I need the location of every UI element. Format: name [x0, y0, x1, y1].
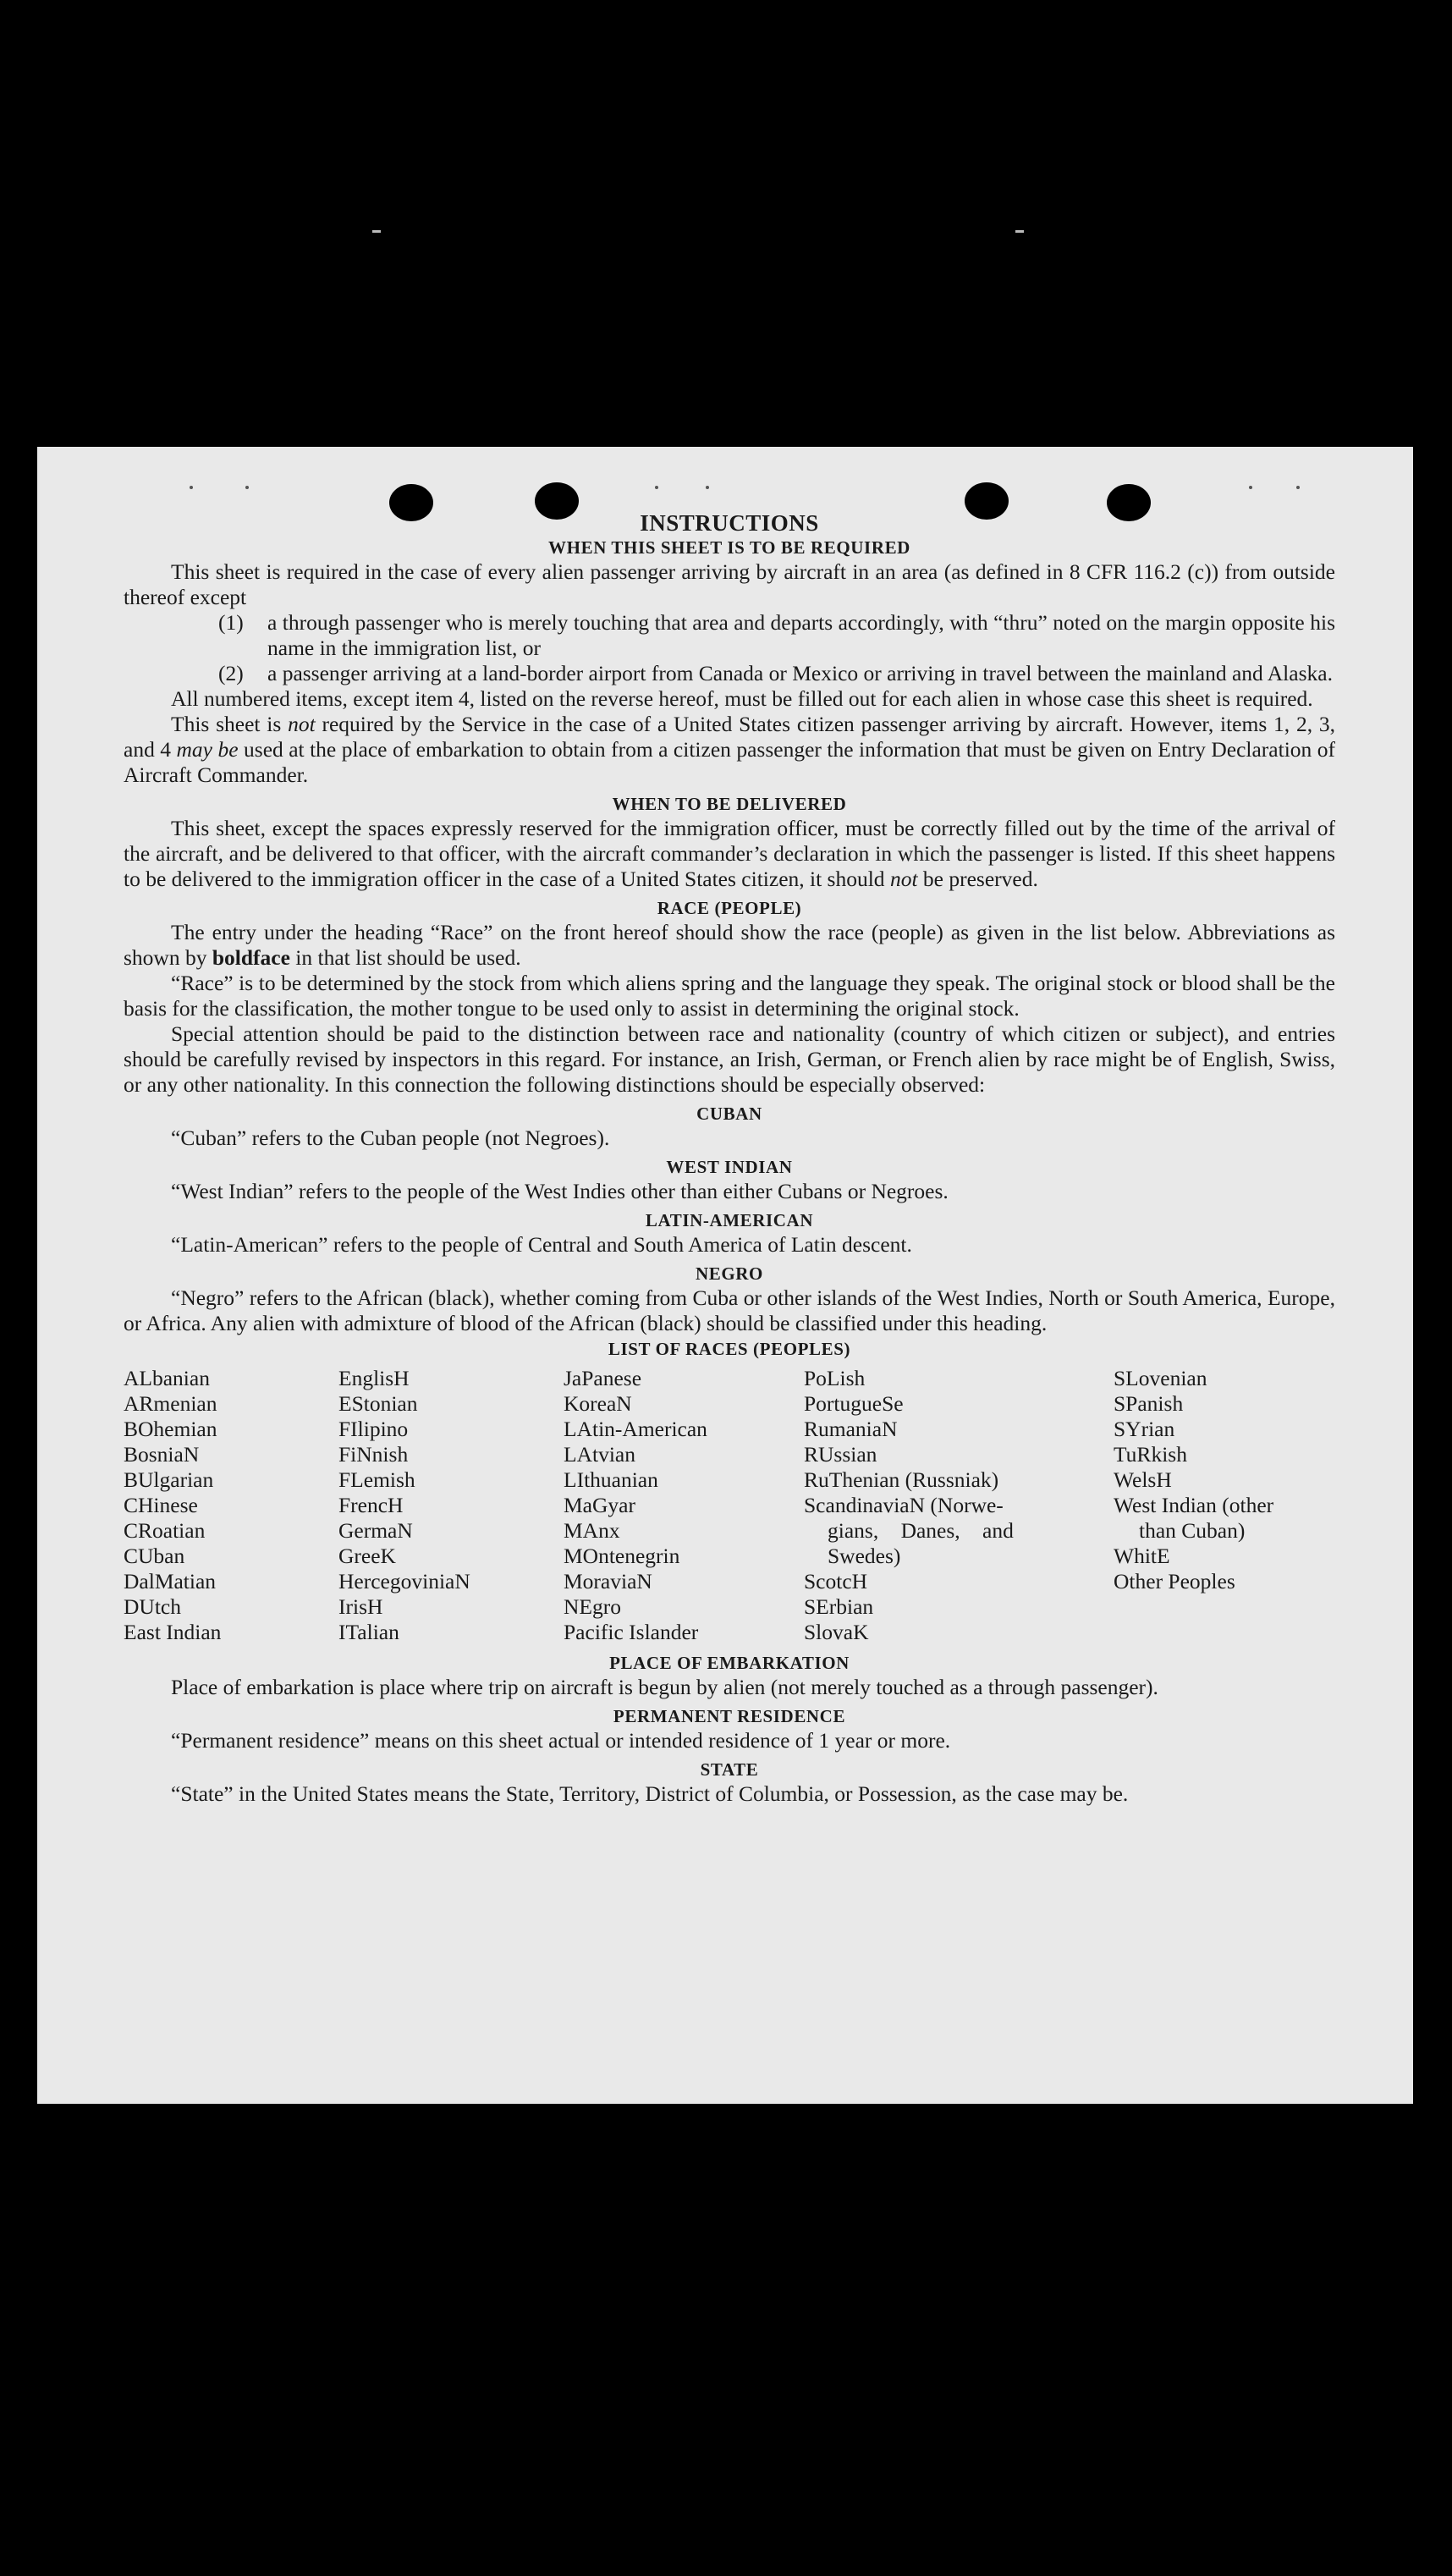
race-entry: EnglisH [338, 1366, 410, 1390]
heading-permanent-residence: PERMANENT RESIDENCE [613, 1706, 846, 1726]
heading-when-delivered: WHEN TO BE DELIVERED [612, 794, 847, 814]
race-entry: CRoatian [124, 1518, 206, 1543]
scan-dot [655, 486, 658, 489]
item-text: a through passenger who is merely touching that area and departs accordingly, with “thru” noted on the margin opposite his name in the immigration list, or [267, 610, 1335, 660]
paragraph: “State” in the United States means the State, Territory, District of Columbia, or Possession, as the case may be. [171, 1781, 1129, 1806]
race-entry: GermaN [338, 1518, 413, 1543]
paragraph: “Cuban” refers to the Cuban people (not Negroes). [171, 1126, 610, 1150]
heading-race: RACE (PEOPLE) [657, 898, 802, 918]
paragraph: All numbered items, except item 4, listed on the reverse hereof, must be filled out for each alien in whose case this sheet is required. [171, 686, 1313, 711]
race-entry: PortugueSe [804, 1391, 904, 1416]
numbered-item [218, 661, 1335, 686]
race-column [564, 1366, 804, 1645]
race-entry: SYrian [1114, 1417, 1175, 1441]
race-entry: LAtvian [564, 1442, 635, 1467]
race-entry: BosniaN [124, 1442, 200, 1467]
race-entry: MoraviaN [564, 1569, 652, 1593]
scan-speck [372, 230, 381, 233]
race-entry: SlovaK [804, 1620, 869, 1644]
scan-dot [190, 486, 193, 489]
instruction-sheet [37, 447, 1413, 2104]
race-entry: ARmenian [124, 1391, 217, 1416]
race-entry: LIthuanian [564, 1467, 658, 1492]
scan-dot [1296, 486, 1300, 489]
scan-dot [245, 486, 249, 489]
paragraph: “Latin-American” refers to the people of Central and South America of Latin descent. [171, 1232, 912, 1257]
race-entry: East Indian [124, 1620, 222, 1644]
race-column [124, 1366, 338, 1645]
heading-latin-american: LATIN-AMERICAN [645, 1210, 814, 1230]
paragraph: This sheet is not required by the Service in the case of a United States citizen passenger arriving by aircraft. However, items 1, 2, 3, and 4 may be used at the place of embarkation to obtain from a citizen passenger the information that must be given on Entry Declaration of Aircraft Commander. [124, 712, 1335, 787]
heading-negro: NEGRO [695, 1263, 763, 1284]
paragraph: Place of embarkation is place where trip on aircraft is begun by alien (not merely touched as a through passenger). [171, 1675, 1158, 1699]
item-number: (1) [218, 610, 244, 635]
race-list [124, 1366, 1335, 1645]
race-entry: WelsH [1114, 1467, 1172, 1492]
race-entry: ScotcH [804, 1569, 868, 1593]
scan-dot [706, 486, 709, 489]
race-entry: CUban [124, 1544, 185, 1568]
race-entry: Other Peoples [1114, 1569, 1235, 1593]
race-entry: than Cuban) [1139, 1518, 1246, 1543]
race-entry: DUtch [124, 1594, 181, 1619]
race-entry: WhitE [1114, 1544, 1170, 1568]
paragraph: The entry under the heading “Race” on the front hereof should show the race (people) as given in the list below. Abbreviations as shown by boldface in that list should be used. [124, 920, 1335, 970]
race-entry: MOntenegrin [564, 1544, 680, 1568]
heading-place-of-embarkation: PLACE OF EMBARKATION [609, 1653, 850, 1673]
race-entry: EStonian [338, 1391, 418, 1416]
heading-west-indian: WEST INDIAN [666, 1157, 793, 1177]
race-column [1114, 1366, 1335, 1645]
race-entry: SErbian [804, 1594, 874, 1619]
race-entry: gians, Danes, and [828, 1518, 1014, 1543]
race-entry: GreeK [338, 1544, 396, 1568]
numbered-item [218, 610, 1335, 661]
scan-dot [1249, 486, 1252, 489]
race-entry: ITalian [338, 1620, 399, 1644]
race-entry: JaPanese [564, 1366, 642, 1390]
race-entry: CHinese [124, 1493, 198, 1517]
race-entry: HercegoviniaN [338, 1569, 470, 1593]
paragraph: Special attention should be paid to the distinction between race and nationality (country of which citizen or subject), and entries should be carefully revised by inspectors in this regard. For instance, an Irish, German, or French alien by race might be of English, Swiss, or any other nationality. In this connection the following distinctions should be especially observed: [124, 1021, 1335, 1097]
heading-state: STATE [700, 1759, 759, 1780]
scan-speck [1015, 230, 1024, 233]
race-entry: RumaniaN [804, 1417, 898, 1441]
item-text: a passenger arriving at a land-border airport from Canada or Mexico or arriving in travel between the mainland and Alaska. [267, 661, 1333, 685]
race-entry: MAnx [564, 1518, 620, 1543]
race-entry: RuThenian (Russniak) [804, 1467, 999, 1492]
instructions-text [124, 509, 1335, 1807]
race-entry: TuRkish [1114, 1442, 1187, 1467]
race-entry: SLovenian [1114, 1366, 1207, 1390]
heading-cuban: CUBAN [696, 1104, 762, 1124]
race-entry: KoreaN [564, 1391, 632, 1416]
race-column [804, 1366, 1114, 1645]
race-entry: BOhemian [124, 1417, 217, 1441]
race-entry: FLemish [338, 1467, 415, 1492]
race-entry: DalMatian [124, 1569, 217, 1593]
race-entry: SPanish [1114, 1391, 1184, 1416]
race-entry: PoLish [804, 1366, 866, 1390]
document-title: INSTRUCTIONS [640, 510, 819, 536]
race-entry: IrisH [338, 1594, 383, 1619]
race-entry: RUssian [804, 1442, 877, 1467]
race-entry: BUlgarian [124, 1467, 214, 1492]
race-entry: FiNnish [338, 1442, 409, 1467]
race-entry: LAtin-American [564, 1417, 707, 1441]
paragraph: “West Indian” refers to the people of the West Indies other than either Cubans or Negroes. [171, 1179, 949, 1203]
paragraph: This sheet, except the spaces expressly reserved for the immigration officer, must be correctly filled out by the time of the arrival of the aircraft, and be delivered to that officer, with the aircraft commander’s declaration in which the passenger is listed. If this sheet happens to be delivered to the immigration officer in the case of a United States citizen, it should not be preserved. [124, 816, 1335, 891]
race-entry: ALbanian [124, 1366, 210, 1390]
race-entry: Pacific Islander [564, 1620, 699, 1644]
paragraph: “Race” is to be determined by the stock from which aliens spring and the language they speak. The original stock or blood shall be the basis for the classification, the mother tongue to be used only to assist in determining the original stock. [124, 971, 1335, 1021]
heading-when-required: WHEN THIS SHEET IS TO BE REQUIRED [548, 537, 910, 558]
paragraph: “Permanent residence” means on this sheet actual or intended residence of 1 year or more. [171, 1728, 951, 1753]
heading-list-of-races: LIST OF RACES (PEOPLES) [608, 1339, 851, 1359]
paragraph: This sheet is required in the case of every alien passenger arriving by aircraft in an area (as defined in 8 CFR 116.2 (c)) from outside thereof except [124, 559, 1335, 609]
race-entry: Swedes) [828, 1544, 901, 1568]
race-entry: MaGyar [564, 1493, 635, 1517]
paragraph: “Negro” refers to the African (black), whether coming from Cuba or other islands of the West Indies, North or South America, Europe, or Africa. Any alien with admixture of blood of the African (black) should be classified under this heading. [124, 1285, 1335, 1335]
race-entry: FIlipino [338, 1417, 409, 1441]
item-number: (2) [218, 661, 244, 685]
race-entry: West Indian (other [1114, 1493, 1274, 1517]
race-entry: FrencH [338, 1493, 404, 1517]
race-entry: ScandinaviaN (Norwe- [804, 1493, 1004, 1517]
race-entry: NEgro [564, 1594, 621, 1619]
race-column [338, 1366, 564, 1645]
